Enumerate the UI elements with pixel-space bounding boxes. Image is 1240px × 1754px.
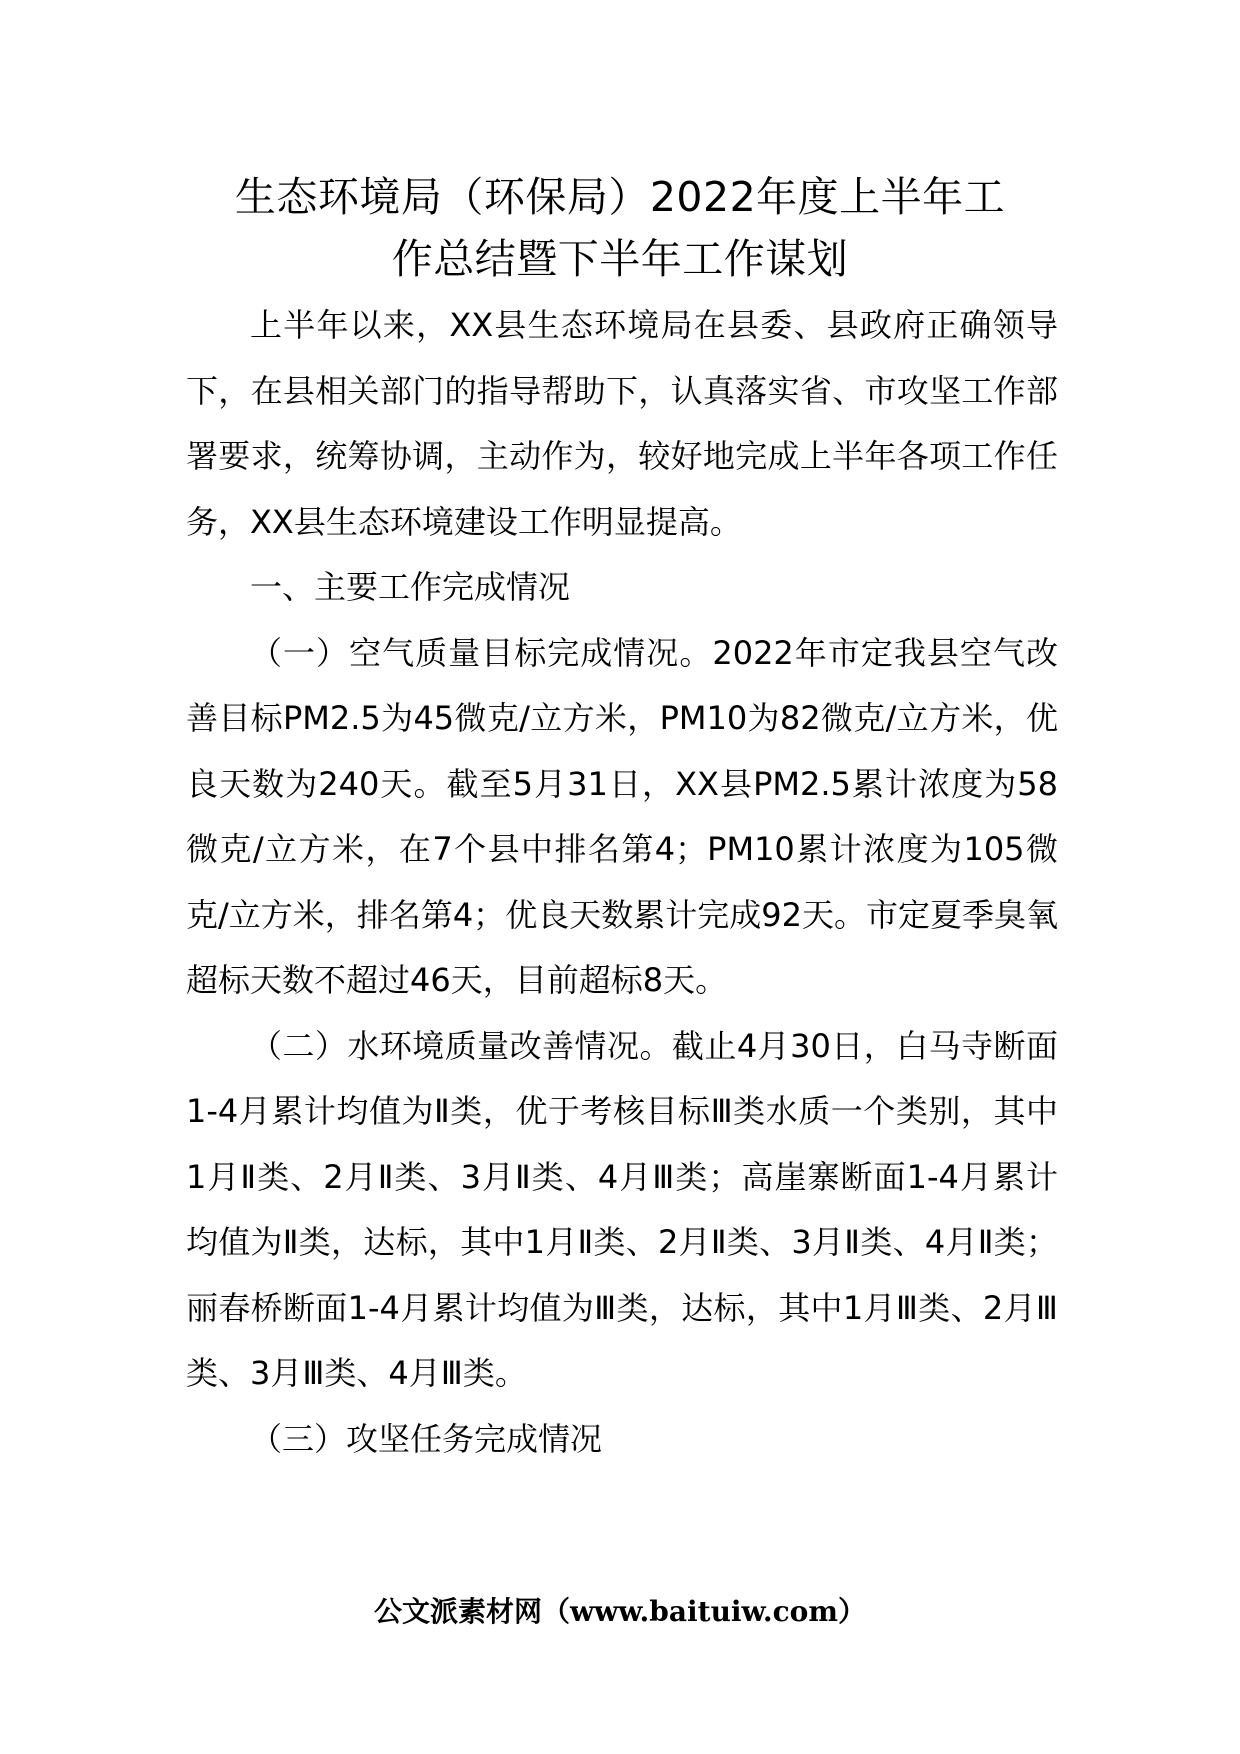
subheading-tasks: （三）攻坚任务完成情况 [250, 1419, 603, 1458]
document-title [150, 166, 1090, 290]
paragraph-intro: 上半年以来，XX县生态环境局在县委、县政府正确领导下，在县相关部门的指导帮助下，认真落实省、市攻坚工作部署要求，统筹协调，主动作为，较好地完成上半年各项工作任务，XX县生态环境建设工作明显提高。 [186, 306, 1058, 541]
document-body [186, 293, 1058, 1472]
title-line-2: 作总结暨下半年工作谋划 [391, 235, 849, 283]
paragraph-air-quality: （一）空气质量目标完成情况。2022年市定我县空气改善目标PM2.5为45微克/立方米，PM10为82微克/立方米，优良天数为240天。截至5月31日，XX县PM2.5累计浓度为58微克/立方米，在7个县中排名第4；PM10累计浓度为105微克/立方米，排名第4；优良天数累计完成92天。市定夏季臭氧超标天数不超过46天，目前超标8天。 [186, 633, 1058, 999]
title-line-1: 生态环境局（环保局）2022年度上半年工 [234, 173, 1006, 221]
section-heading-main-work: 一、主要工作完成情况 [250, 568, 571, 606]
footer-watermark: 公文派素材网（www.baituiw.com） [374, 1595, 866, 1628]
paragraph-water-quality: （二）水环境质量改善情况。截止4月30日，白马寺断面1-4月累计均值为Ⅱ类，优于考核目标Ⅲ类水质一个类别，其中1月Ⅱ类、2月Ⅱ类、3月Ⅱ类、4月Ⅲ类；高崖寨断面1-4月累计均值为Ⅱ类，达标，其中1月Ⅱ类、2月Ⅱ类、3月Ⅱ类、4月Ⅱ类；丽春桥断面1-4月累计均值为Ⅲ类，达标，其中1月Ⅲ类、2月Ⅲ类、3月Ⅲ类、4月Ⅲ类。 [186, 1026, 1058, 1392]
